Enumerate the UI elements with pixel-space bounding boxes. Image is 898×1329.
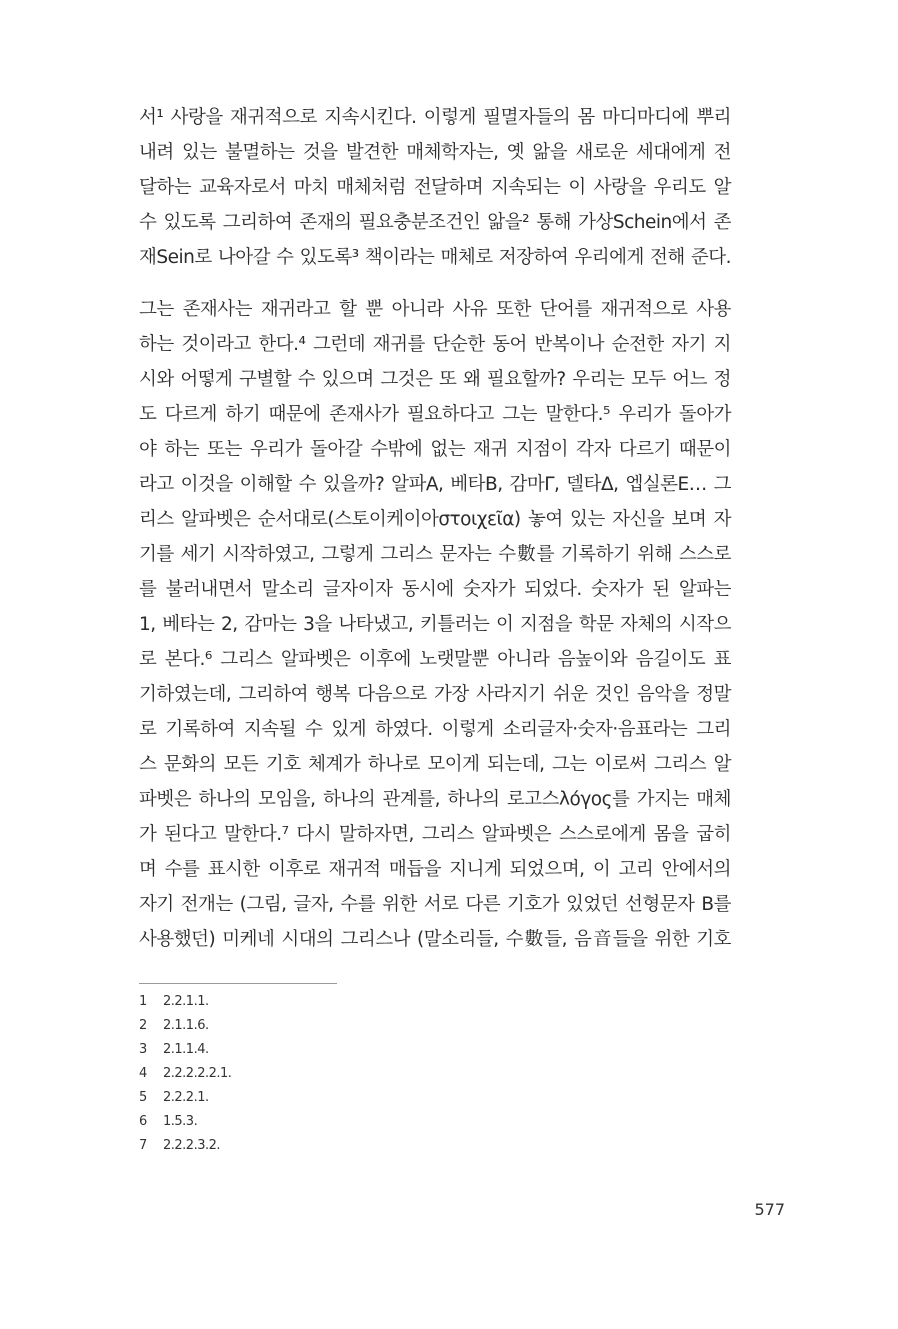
footnote-number: 2	[139, 1018, 147, 1033]
body-line: 수 있도록 그리하여 존재의 필요충분조건인 앎을² 통해 가상Schein에서 존	[139, 212, 731, 233]
body-line: 스 문화의 모든 기호 체계가 하나로 모이게 되는데, 그는 이로써 그리스 알	[139, 754, 731, 775]
footnote	[139, 992, 209, 1012]
body-line: 를 불러내면서 말소리 글자이자 동시에 숫자가 되었다. 숫자가 된 알파는	[139, 579, 731, 600]
body-line: 로 기록하여 지속될 수 있게 하였다. 이렇게 소리글자·숫자·음표라는 그리	[139, 719, 731, 740]
body-line: 기하였는데, 그리하여 행복 다음으로 가장 사라지기 쉬운 것인 음악을 정말	[139, 684, 731, 705]
footnote	[139, 1040, 209, 1060]
footnote	[139, 1064, 231, 1084]
footnote-number: 6	[139, 1114, 147, 1129]
footnote-reference: 2.2.2.3.2.	[163, 1138, 221, 1153]
body-line: 재Sein로 나아갈 수 있도록³ 책이라는 매체로 저장하여 우리에게 전해 준다.	[139, 247, 731, 268]
footnote	[139, 1016, 209, 1036]
body-line: 사용했던) 미케네 시대의 그리스나 (말소리들, 수數들, 음音들을 위한 기호	[139, 929, 731, 950]
footnote-number: 4	[139, 1066, 147, 1081]
footnote-reference: 2.1.1.4.	[163, 1042, 209, 1057]
footnote	[139, 1112, 197, 1132]
body-line: 시와 어떻게 구별할 수 있으며 그것은 또 왜 필요할까? 우리는 모두 어느 정	[139, 369, 731, 390]
body-line: 달하는 교육자로서 마치 매체처럼 전달하며 지속되는 이 사랑을 우리도 알	[139, 177, 731, 198]
body-line: 야 하는 또는 우리가 돌아갈 수밖에 없는 재귀 지점이 각자 다르기 때문이	[139, 439, 731, 460]
body-line: 하는 것이라고 한다.⁴ 그런데 재귀를 단순한 동어 반복이나 순전한 자기 지	[139, 334, 731, 355]
footnote-reference: 2.1.1.6.	[163, 1018, 209, 1033]
body-line: 파벳은 하나의 모임을, 하나의 관계를, 하나의 로고스λόγος를 가지는 매체	[139, 789, 731, 810]
footnote-reference: 2.2.1.1.	[163, 994, 209, 1009]
footnote	[139, 1088, 209, 1108]
body-line: 도 다르게 하기 때문에 존재사가 필요하다고 그는 말한다.⁵ 우리가 돌아가	[139, 404, 731, 425]
footnote-number: 1	[139, 994, 147, 1009]
body-line: 기를 세기 시작하였고, 그렇게 그리스 문자는 수數를 기록하기 위해 스스로	[139, 544, 731, 565]
footnote-number: 5	[139, 1090, 147, 1105]
body-line: 며 수를 표시한 이후로 재귀적 매듭을 지니게 되었으며, 이 고리 안에서의	[139, 859, 731, 880]
footnote-number: 7	[139, 1138, 147, 1153]
body-line: 1, 베타는 2, 감마는 3을 나타냈고, 키틀러는 이 지점을 학문 자체의 시작으	[139, 614, 731, 635]
footnote	[139, 1136, 220, 1156]
body-line: 그는 존재사는 재귀라고 할 뿐 아니라 사유 또한 단어를 재귀적으로 사용	[139, 299, 731, 320]
body-line: 자기 전개는 (그림, 글자, 수를 위한 서로 다른 기호가 있었던 선형문자 B를	[139, 894, 731, 915]
body-line: 가 된다고 말한다.⁷ 다시 말하자면, 그리스 알파벳은 스스로에게 몸을 굽히	[139, 824, 731, 845]
body-line: 서¹ 사랑을 재귀적으로 지속시킨다. 이렇게 필멸자들의 몸 마디마디에 뿌리	[139, 107, 731, 128]
page-number: 577	[754, 1200, 785, 1219]
footnote-number: 3	[139, 1042, 147, 1057]
body-line: 라고 이것을 이해할 수 있을까? 알파Α, 베타Β, 감마Γ, 델타Δ, 엡실론Ε… 그	[139, 474, 731, 495]
body-line: 리스 알파벳은 순서대로(스토이케이아στοιχεῖα) 놓여 있는 자신을 보며 자	[139, 509, 731, 530]
footnote-divider	[139, 983, 337, 984]
body-line: 내려 있는 불멸하는 것을 발견한 매체학자는, 옛 앎을 새로운 세대에게 전	[139, 142, 731, 163]
footnote-reference: 2.2.2.2.2.1.	[163, 1066, 232, 1081]
body-line: 로 본다.⁶ 그리스 알파벳은 이후에 노랫말뿐 아니라 음높이와 음길이도 표	[139, 649, 731, 670]
footnote-reference: 1.5.3.	[163, 1114, 198, 1129]
footnote-reference: 2.2.2.1.	[163, 1090, 209, 1105]
